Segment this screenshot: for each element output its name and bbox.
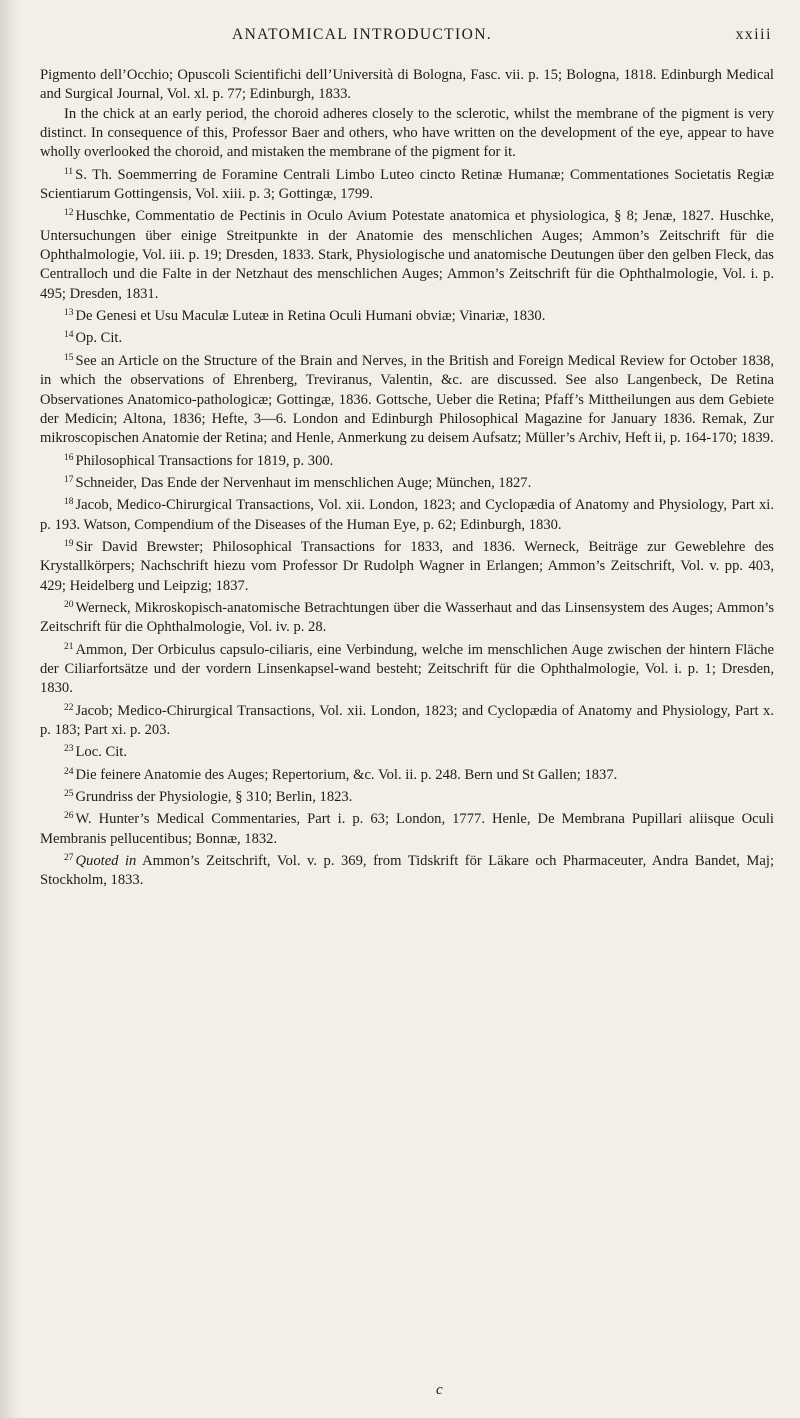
footnotes [40, 66, 774, 891]
note-23 [40, 740, 774, 762]
note-15 [40, 349, 774, 449]
note-19 [40, 535, 774, 596]
page-number: xxiii [735, 26, 772, 43]
note-text: Loc. Cit. [75, 744, 127, 761]
signature-mark: c [436, 1382, 443, 1398]
note-number: 25 [64, 789, 74, 800]
note-18 [40, 493, 774, 535]
note-24 [40, 763, 774, 785]
note-text: De Genesi et Usu Maculæ Luteæ in Retina Oculi Humani obviæ; Vinariæ, 1830. [75, 308, 546, 325]
note-text: S. Th. Soemmerring de Foramine Centrali Limbo Luteo cincto Retinæ Humanæ; Commentationes Societatis Regiæ Scientiarum Gottingensis, Vol. xiii. p. 3; Gottingæ, 1799. [40, 166, 774, 203]
note-number: 21 [64, 641, 74, 652]
note-14 [40, 326, 774, 348]
note-text: Jacob; Medico-Chirurgical Transactions, Vol. xii. London, 1823; and Cyclopædia of Anatomy and Physiology, Part x. p. 183; Part xi. p. 203. [40, 702, 774, 738]
note-number: 27 [64, 853, 74, 864]
note-text: Jacob, Medico-Chirurgical Transactions, Vol. xii. London, 1823; and Cyclopædia of Anatomy and Physiology, Part xi. p. 193. Watson, Compendium of the Diseases of the Human Eye, p. 62; Edinburgh, 1830. [40, 497, 774, 533]
note-number: 16 [64, 452, 74, 463]
note-text: Die feinere Anatomie des Auges; Repertorium, &c. Vol. ii. p. 248. Bern und St Gallen; 1837. [75, 766, 618, 783]
note-11 [40, 163, 774, 205]
note-text: Schneider, Das Ende der Nervenhaut im menschlichen Auge; München, 1827. [75, 474, 532, 491]
note-number: 23 [64, 744, 74, 755]
note-22 [40, 699, 774, 741]
note-quoted-label: Quoted in [75, 853, 137, 870]
note-number: 11 [64, 166, 74, 177]
binding-gutter [0, 0, 22, 1418]
note-number: 12 [64, 208, 74, 219]
body-paragraph: In the chick at an early period, the choroid adheres closely to the sclerotic, whilst the membrane of the pigment is very distinct. In consequence of this, Professor Baer and others, who have written on the development of the eye, appear to have wholly overlooked the choroid, and mistaken the membrane of the pigment for it. [40, 105, 774, 161]
note-number: 17 [64, 474, 74, 485]
note-number: 20 [64, 599, 74, 610]
note-26 [40, 807, 774, 849]
note-27 [40, 849, 774, 891]
note-number: 18 [64, 497, 74, 508]
note-number: 26 [64, 811, 74, 822]
note-text: Sir David Brewster; Philosophical Transactions for 1833, and 1836. Werneck, Beiträge zur Geweblehre des Krystallkörpers; Nachschrift hiezu vom Professor Dr Rudolph Wagner in Erlangen; Ammon’s Zeitschrift, Vol. v. pp. 403, 429; Heidelberg und Leipzig; 1837. [40, 538, 774, 594]
note-text: Philosophical Transactions for 1819, p. 300. [75, 452, 334, 469]
note-25 [40, 785, 774, 807]
note-text: W. Hunter’s Medical Commentaries, Part i. p. 63; London, 1777. Henle, De Membrana Pupillari aliisque Oculi Membranis pellucentibus; Bonnæ, 1832. [40, 811, 774, 847]
note-20 [40, 596, 774, 638]
note-13 [40, 304, 774, 326]
note-text: Grundriss der Physiologie, § 310; Berlin, 1823. [75, 789, 353, 806]
running-head: ANATOMICAL INTRODUCTION. [232, 26, 493, 43]
note-number: 22 [64, 702, 74, 713]
note-text: See an Article on the Structure of the Brain and Nerves, in the British and Foreign Medical Review for October 1838, in which the observations of Ehrenberg, Treviranus, Valentin, &c. are discussed. See also Langenbeck, De Retina Observationes Anatomico-pathologicæ; Gottingæ, 1836. Gottsche, Ueber die Retina; Pfaff’s Mittheilungen aus dem Gebiete der Medicin; Altona, 1836; Hefte, 3—6. London and Edinburgh Philosophical Magazine for January 1836. Remak, Zur mikroscopischen Anatomie der Retina; and Henle, Anmerkung zu deisem Aufsatz; Müller’s Archiv, Heft ii, p. 164-170; 1839. [40, 352, 774, 447]
page-header [0, 14, 800, 44]
note-21 [40, 638, 774, 699]
note-text: Ammon, Der Orbiculus capsulo-ciliaris, eine Verbindung, welche im menschlichen Auge zwischen der hintern Fläche der Ciliarfortsätze und der vordern Linsenkapsel-wand besteht; Zeitschrift für die Ophthalmologie, Vol. i. p. 1; Dresden, 1830. [40, 641, 774, 697]
note-number: 19 [64, 538, 74, 549]
note-text: Op. Cit. [75, 330, 123, 347]
note-number: 14 [64, 330, 74, 341]
note-text: Huschke, Commentatio de Pectinis in Oculo Avium Potestate anatomica et physiologica, § 8; Jenæ, 1827. Huschke, Untersuchungen über einige Streitpunkte in der Anatomie des menschlichen Auges; Ammon’s Zeitschrift für die Ophthalmologie, Vol. iii. p. 19; Dresden, 1833. Stark, Physiologische und anatomische Deutungen über den gelben Fleck, das Centralloch und die Falte in der Netzhaut des menschlichen Auges; Ammon’s Zeitschrift für die Ophthalmologie, Vol. i. p. 495; Dresden, 1831. [40, 208, 774, 302]
note-number: 13 [64, 308, 74, 319]
note-16 [40, 449, 774, 471]
note-continuation: Pigmento dell’Occhio; Opuscoli Scientifichi dell’Università di Bologna, Fasc. vii. p. 15; Bologna, 1818. Edinburgh Medical and Surgical Journal, Vol. xl. p. 77; Edinburgh, 1833. [40, 67, 774, 103]
note-number: 24 [64, 766, 74, 777]
note-12 [40, 204, 774, 304]
note-17 [40, 471, 774, 493]
note-text: Werneck, Mikroskopisch-anatomische Betrachtungen über die Wasserhaut and das Linsensystem des Auges; Ammon’s Zeitschrift für die Ophthalmologie, Vol. iv. p. 28. [40, 599, 774, 636]
note-number: 15 [64, 352, 74, 363]
note-text: Ammon’s Zeitschrift, Vol. v. p. 369, from Tidskrift för Läkare och Pharmaceuter, Andra Bandet, Maj; Stockholm, 1833. [40, 853, 774, 889]
